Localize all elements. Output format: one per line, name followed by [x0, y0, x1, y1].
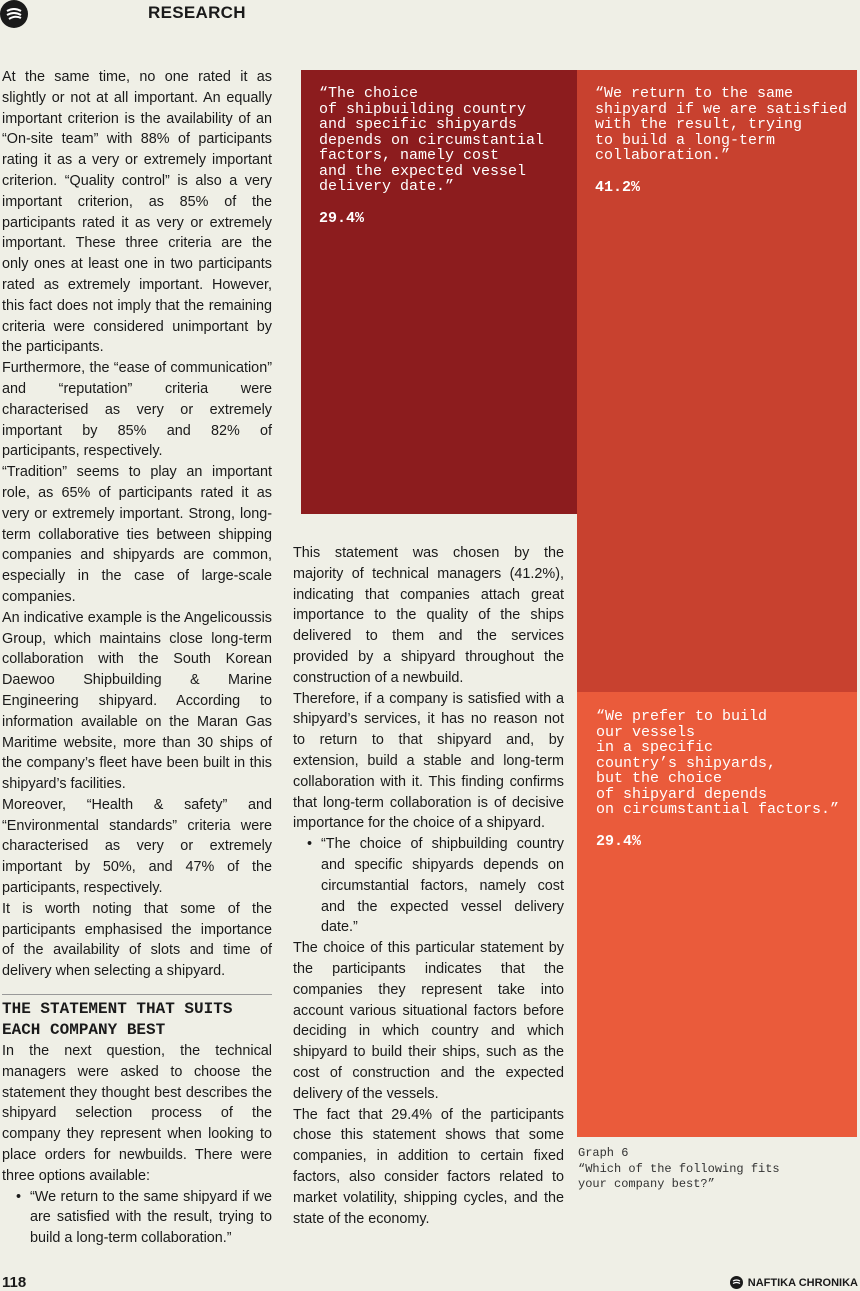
footer-brand [730, 1276, 858, 1289]
section-divider [2, 994, 272, 995]
list-item: • “We return to the same shipyard if we are satisfied with the result, trying to build a long-term collaboration.” [30, 1187, 272, 1249]
paragraph: Furthermore, the “ease of communication” and “reputation” criteria were characterised as very or extremely important by 85% and 82% of participants, respectively. [2, 360, 272, 460]
graph-block-specific-country [577, 692, 857, 1137]
text-column-left [2, 67, 272, 1249]
brand-name: NAFTIKA CHRONIKA [747, 1276, 858, 1289]
graph-block-quote: “We prefer to build our vessels in a specific country’s shipyards, but the choice of shipyard depends on circumstantial factors.” [596, 708, 840, 818]
list-item: • “The choice of shipbuilding country and specific shipyards depends on circumstantial factors, namely cost and the expected vessel delivery date.” [321, 834, 564, 938]
paragraph: The choice of this particular statement by the participants indicates that the companies they represent take into account various situational factors before deciding in which country and which shipyard to build their ships, such as the cost of construction and the expected delivery of the vessels. [293, 940, 564, 1102]
text-column-middle [293, 543, 564, 1229]
section-title: RESEARCH [148, 3, 246, 22]
paragraph: In the next question, the technical managers were asked to choose the statement they thought best describes the shipyard selection process of the company they represent when looking to place orders for newbuilds. There were three options available: [2, 1043, 272, 1184]
graph-block-same-shipyard [577, 70, 857, 692]
paragraph: Therefore, if a company is satisfied with a shipyard’s services, it has no reason not to return to that shipyard and, by extension, build a stable and long-term collaboration with it. This finding confirms that long-term collaboration is of decisive importance for the choice of a shipyard. [293, 690, 564, 832]
paragraph: At the same time, no one rated it as slightly or not at all important. An equally important criterion is the availability of an “On-site team” with 88% of participants rating it as a very or extremely important criterion. “Quality control” is also a very important criterion, as 85% of the participants rated it as very or extremely important. These three criteria are the only ones at least one in two participants rated as extremely important. However, this fact does not imply that the remaining criteria were considered unimportant by the participants. [2, 69, 272, 356]
paragraph: “Tradition” seems to play an important role, as 65% of participants rated it as very or extremely important. Strong, long-term collaborative ties between shipping companies and shipyards are common, especially in the case of large-scale companies. [2, 464, 272, 605]
graph-caption: Graph 6 “Which of the following fits your company best?” [578, 1146, 780, 1191]
wave-logo-icon [730, 1276, 743, 1289]
paragraph: The fact that 29.4% of the participants chose this statement shows that some companies, in addition to certain fixed factors, also consider factors related to market volatility, shipping cycles, and the state of the economy. [293, 1106, 564, 1227]
paragraph: This statement was chosen by the majority of technical managers (41.2%), indicating that companies attach great importance to the quality of the ships delivered to them and the services provided by a shipyard throughout the construction of a newbuild. [293, 545, 564, 686]
graph-block-percent: 29.4% [319, 209, 365, 227]
paragraph: It is worth noting that some of the participants emphasised the importance of the availability of slots and time of delivery when selecting a shipyard. [2, 900, 272, 980]
bullet-list [293, 834, 564, 938]
paragraph: Moreover, “Health & safety” and “Environmental standards” criteria were characterised as very or extremely important by 50%, and 47% of the participants, respectively. [2, 796, 272, 897]
graph-block-percent: 29.4% [596, 832, 642, 850]
section-heading: THE STATEMENT THAT SUITS EACH COMPANY BEST [2, 1000, 233, 1040]
graph-block-circumstantial [301, 70, 577, 514]
bullet-list [2, 1187, 272, 1249]
wave-logo-icon [0, 0, 28, 28]
page-number: 118 [2, 1274, 27, 1291]
graph-block-percent: 41.2% [595, 178, 641, 196]
graph-block-quote: “The choice of shipbuilding country and specific shipyards depends on circumstantial factors, namely cost and the expected vessel delivery date.” [319, 85, 545, 195]
paragraph: An indicative example is the Angelicoussis Group, which maintains close long-term collaboration with the South Korean Daewoo Shipbuilding & Marine Engineering shipyard. According to information available on the Maran Gas Maritime website, more than 30 ships of the company’s fleet have been built in this shipyard’s facilities. [2, 609, 272, 793]
graph-block-quote: “We return to the same shipyard if we are satisfied with the result, trying to build a long-term collaboration.” [595, 85, 848, 164]
